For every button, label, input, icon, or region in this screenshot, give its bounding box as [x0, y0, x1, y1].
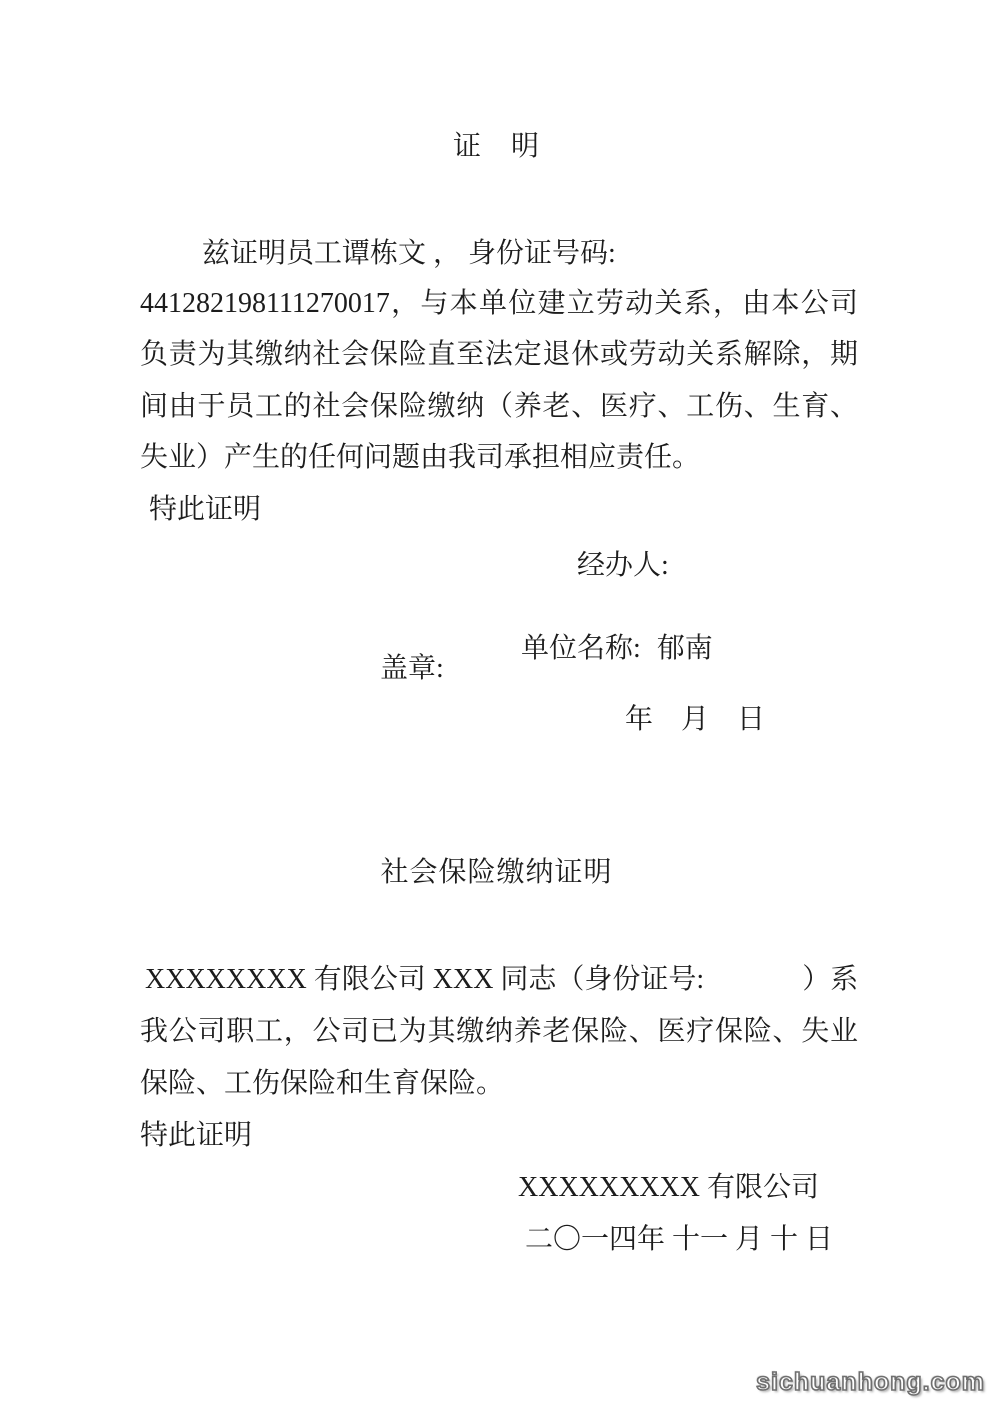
certificate2-body-line-1: XXXXXXXX 有限公司 XXX 同志（身份证号: ）系 — [145, 964, 859, 995]
certificate2-body-line-2: 我公司职工，公司已为其缴纳养老保险、医疗保险、失业 — [140, 1016, 858, 1047]
seal-label: 盖章: — [380, 653, 444, 684]
unit-name-value: 郁南 — [656, 633, 713, 664]
company-signature: XXXXXXXXX 有限公司 — [518, 1172, 819, 1203]
certificate2-body-line-3: 保险、工伤保险和生育保险。 — [140, 1068, 505, 1099]
unit-name-row — [493, 601, 713, 697]
site-watermark: sichuanhong.com — [756, 1368, 985, 1396]
certificate1-body-line-5: 失业）产生的任何问题由我司承担相应责任。 — [140, 442, 701, 473]
certificate1-body-line-3: 负责为其缴纳社会保险直至法定退休或劳动关系解除，期 — [140, 339, 858, 370]
certificate1-title: 证 明 — [452, 131, 540, 162]
unit-name-label: 单位名称: — [521, 633, 641, 664]
certificate1-body-line-2: 441282198111270017，与本单位建立劳动关系，由本公司 — [140, 288, 858, 319]
date-placeholder: 年 月 日 — [625, 704, 766, 735]
certificate2-title: 社会保险缴纳证明 — [380, 857, 613, 888]
certificate1-closing: 特此证明 — [149, 494, 262, 525]
certificate2-closing: 特此证明 — [140, 1120, 253, 1151]
certificate1-body-line-1: 兹证明员工谭栋文 ， 身份证号码: — [202, 238, 616, 269]
certificate1-body-line-4: 间由于员工的社会保险缴纳（养老、医疗、工伤、生育、 — [140, 391, 858, 422]
signature-date: 二〇一四年 十一 月 十 日 — [525, 1224, 834, 1255]
handler-label: 经办人: — [577, 550, 669, 581]
